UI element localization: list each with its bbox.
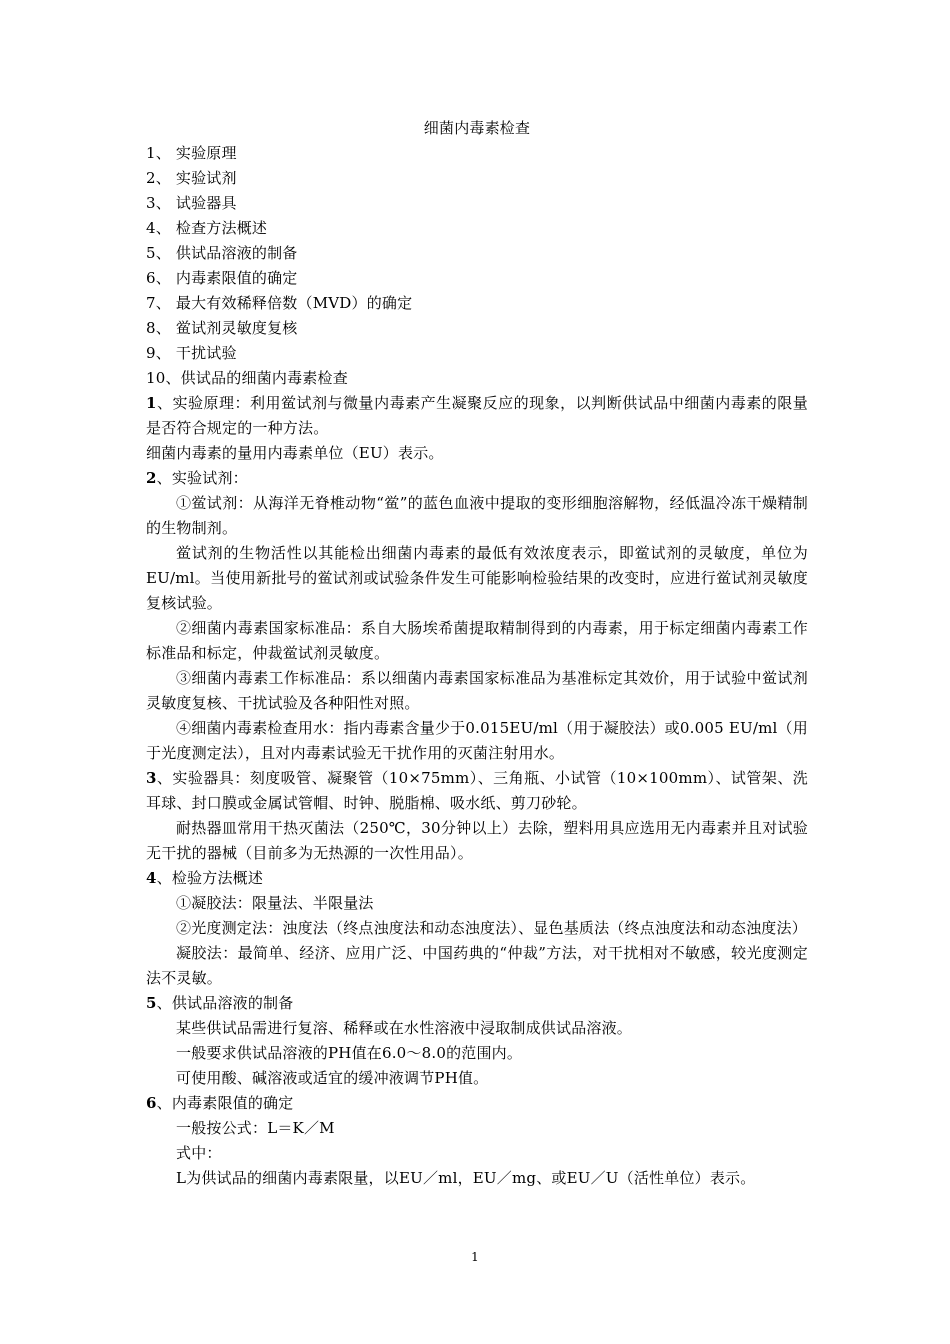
- section-4-paragraph-1: ①凝胶法：限量法、半限量法: [176, 894, 374, 912]
- section-4-paragraph-2: ②光度测定法：浊度法（终点浊度法和动态浊度法）、显色基质法（终点浊度法和动态浊度法）: [176, 919, 807, 937]
- section-2-paragraph-2: 鲎试剂的生物活性以其能检出细菌内毒素的最低有效浓度表示，即鲎试剂的灵敏度，单位为EU/ml。当使用新批号的鲎试剂或试验条件发生可能影响检验结果的改变时，应进行鲎试剂灵敏度复核试验。: [146, 544, 808, 612]
- toc-item-2: 2、 实验试剂: [146, 169, 237, 187]
- section-6-where: 式中：: [176, 1144, 222, 1162]
- section-6-heading-text: 、内毒素限值的确定: [156, 1094, 294, 1112]
- section-5-heading: [146, 991, 808, 1016]
- section-1-paragraph: [146, 391, 808, 441]
- section-1-eu-note: 细菌内毒素的量用内毒素单位（EU）表示。: [146, 444, 444, 462]
- toc-item-9: 9、 干扰试验: [146, 344, 237, 362]
- toc-item-5: 5、 供试品溶液的制备: [146, 244, 298, 262]
- toc-item-1: 1、 实验原理: [146, 144, 237, 162]
- section-4-heading: [146, 866, 808, 891]
- section-6-formula: 一般按公式：L＝K／M: [176, 1119, 335, 1137]
- toc-item-8: 8、 鲎试剂灵敏度复核: [146, 319, 298, 337]
- section-3-number: 3: [146, 769, 157, 787]
- section-1-text: 、实验原理：利用鲎试剂与微量内毒素产生凝聚反应的现象，以判断供试品中细菌内毒素的限量是否符合规定的一种方法。: [146, 394, 808, 437]
- toc-item-3: 3、 试验器具: [146, 194, 237, 212]
- section-5-number: 5: [146, 994, 157, 1012]
- section-5-paragraph-3: 可使用酸、碱溶液或适宜的缓冲液调节PH值。: [176, 1069, 489, 1087]
- section-2-heading: [146, 466, 808, 491]
- section-6-heading: [146, 1091, 808, 1116]
- page-number: 1: [471, 1250, 479, 1264]
- section-3-paragraph-2: 耐热器皿常用干热灭菌法（250℃，30分钟以上）去除，塑料用具应选用无内毒素并且对试验无干扰的器械（目前多为无热源的一次性用品）。: [146, 819, 808, 862]
- section-2-paragraph-4: ③细菌内毒素工作标准品：系以细菌内毒素国家标准品为基准标定其效价，用于试验中鲎试剂灵敏度复核、干扰试验及各种阳性对照。: [146, 669, 808, 712]
- section-6-definition: L为供试品的细菌内毒素限量，以EU／ml，EU／mg、或EU／U（活性单位）表示。: [176, 1169, 756, 1187]
- document-title: 细菌内毒素检查: [423, 119, 531, 137]
- toc-item-10: 10、供试品的细菌内毒素检查: [146, 369, 348, 387]
- section-4-number: 4: [146, 869, 157, 887]
- section-6-number: 6: [146, 1094, 157, 1112]
- section-2-paragraph-1: ①鲎试剂：从海洋无脊椎动物“鲎”的蓝色血液中提取的变形细胞溶解物，经低温冷冻干燥精制的生物制剂。: [146, 494, 808, 537]
- toc-item-7: 7、 最大有效稀释倍数（MVD）的确定: [146, 294, 413, 312]
- section-1-number: 1: [146, 394, 157, 412]
- document-body: [146, 116, 808, 1191]
- section-3-text: 、实验器具：刻度吸管、凝聚管（10×75mm）、三角瓶、小试管（10×100mm）、试管架、洗耳球、封口膜或金属试管帽、时钟、脱脂棉、吸水纸、剪刀砂轮。: [146, 769, 808, 812]
- toc-item-4: 4、 检查方法概述: [146, 219, 268, 237]
- section-5-paragraph-1: 某些供试品需进行复溶、稀释或在水性溶液中浸取制成供试品溶液。: [176, 1019, 633, 1037]
- section-2-number: 2: [146, 469, 157, 487]
- toc-item-6: 6、 内毒素限值的确定: [146, 269, 298, 287]
- section-2-paragraph-5: ④细菌内毒素检查用水：指内毒素含量少于0.015EU/ml（用于凝胶法）或0.005 EU/ml（用于光度测定法），且对内毒素试验无干扰作用的灭菌注射用水。: [146, 719, 808, 762]
- section-2-heading-text: 、实验试剂：: [156, 469, 248, 487]
- section-4-heading-text: 、检验方法概述: [156, 869, 264, 887]
- section-2-paragraph-3: ②细菌内毒素国家标准品：系自大肠埃希菌提取精制得到的内毒素，用于标定细菌内毒素工作标准品和标定，仲裁鲎试剂灵敏度。: [146, 619, 808, 662]
- section-5-paragraph-2: 一般要求供试品溶液的PH值在6.0～8.0的范围内。: [176, 1044, 523, 1062]
- section-5-heading-text: 、供试品溶液的制备: [156, 994, 294, 1012]
- section-3-paragraph: [146, 766, 808, 816]
- section-4-paragraph-3: 凝胶法：最简单、经济、应用广泛、中国药典的“仲裁”方法，对干扰相对不敏感，较光度测定法不灵敏。: [146, 944, 808, 987]
